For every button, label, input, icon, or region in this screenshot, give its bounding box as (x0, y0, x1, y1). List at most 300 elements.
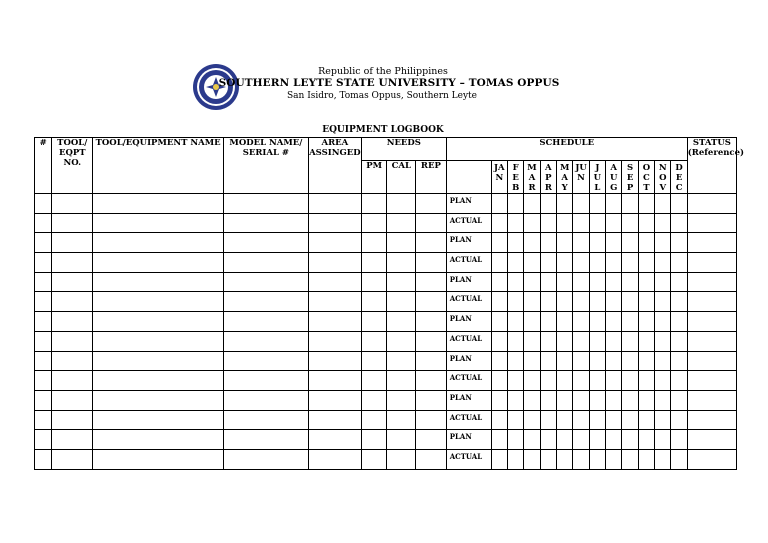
log-cell[interactable] (589, 351, 605, 371)
log-cell[interactable] (35, 312, 52, 332)
log-cell[interactable] (416, 371, 447, 391)
log-cell[interactable] (524, 430, 540, 450)
log-cell[interactable] (387, 213, 416, 233)
log-cell[interactable] (508, 331, 524, 351)
log-cell[interactable] (387, 253, 416, 273)
log-cell[interactable] (540, 194, 556, 214)
log-cell[interactable] (687, 371, 736, 391)
log-cell[interactable] (589, 430, 605, 450)
log-cell[interactable] (671, 430, 687, 450)
log-cell[interactable] (606, 194, 622, 214)
log-cell[interactable] (589, 272, 605, 292)
log-cell[interactable] (508, 272, 524, 292)
log-cell[interactable] (387, 430, 416, 450)
log-cell[interactable] (35, 194, 52, 214)
log-cell[interactable] (540, 312, 556, 332)
log-cell[interactable] (540, 430, 556, 450)
log-cell[interactable] (573, 272, 589, 292)
log-cell[interactable] (606, 272, 622, 292)
log-cell[interactable] (573, 213, 589, 233)
log-cell[interactable] (573, 253, 589, 273)
log-cell[interactable] (93, 194, 224, 214)
log-cell[interactable] (557, 430, 573, 450)
log-cell[interactable] (387, 272, 416, 292)
log-cell[interactable] (416, 272, 447, 292)
log-cell[interactable] (524, 390, 540, 410)
log-cell[interactable] (224, 312, 309, 332)
log-cell[interactable] (224, 292, 309, 312)
log-cell[interactable] (524, 292, 540, 312)
log-cell[interactable] (387, 233, 416, 253)
log-cell[interactable] (557, 390, 573, 410)
log-cell[interactable] (671, 253, 687, 273)
log-cell[interactable] (687, 253, 736, 273)
log-cell[interactable] (573, 430, 589, 450)
log-cell[interactable] (671, 233, 687, 253)
log-cell[interactable] (606, 331, 622, 351)
log-cell[interactable] (622, 312, 638, 332)
log-cell[interactable] (308, 410, 361, 430)
log-cell[interactable] (687, 312, 736, 332)
plan-actual-label: PLAN (446, 430, 491, 450)
log-cell[interactable] (52, 449, 93, 469)
log-cell[interactable] (508, 351, 524, 371)
log-cell[interactable] (508, 213, 524, 233)
log-cell[interactable] (606, 233, 622, 253)
log-cell[interactable] (491, 410, 507, 430)
needs-pm-header: PM (361, 161, 387, 194)
log-cell[interactable] (224, 430, 309, 450)
log-cell[interactable] (606, 213, 622, 233)
log-cell[interactable] (93, 233, 224, 253)
log-cell[interactable] (416, 390, 447, 410)
log-cell[interactable] (35, 430, 52, 450)
log-cell[interactable] (524, 351, 540, 371)
log-cell[interactable] (655, 430, 671, 450)
log-cell[interactable] (361, 351, 387, 371)
log-cell[interactable] (416, 213, 447, 233)
log-cell[interactable] (589, 213, 605, 233)
log-cell[interactable] (52, 272, 93, 292)
log-cell[interactable] (687, 233, 736, 253)
log-cell[interactable] (606, 351, 622, 371)
log-cell[interactable] (508, 390, 524, 410)
log-cell[interactable] (638, 430, 654, 450)
log-cell[interactable] (416, 331, 447, 351)
log-cell[interactable] (589, 371, 605, 391)
log-cell[interactable] (622, 351, 638, 371)
log-cell[interactable] (35, 331, 52, 351)
log-cell[interactable] (687, 194, 736, 214)
log-cell[interactable] (93, 351, 224, 371)
log-cell[interactable] (361, 449, 387, 469)
log-cell[interactable] (622, 331, 638, 351)
log-cell[interactable] (671, 213, 687, 233)
log-cell[interactable] (557, 449, 573, 469)
log-cell[interactable] (35, 390, 52, 410)
log-cell[interactable] (491, 312, 507, 332)
log-cell[interactable] (638, 233, 654, 253)
log-cell[interactable] (589, 312, 605, 332)
log-cell[interactable] (622, 430, 638, 450)
log-cell[interactable] (224, 233, 309, 253)
log-cell[interactable] (93, 312, 224, 332)
log-cell[interactable] (361, 331, 387, 351)
log-cell[interactable] (573, 194, 589, 214)
log-cell[interactable] (687, 292, 736, 312)
log-cell[interactable] (361, 253, 387, 273)
log-cell[interactable] (524, 449, 540, 469)
log-cell[interactable] (508, 430, 524, 450)
log-cell[interactable] (508, 253, 524, 273)
log-cell[interactable] (573, 410, 589, 430)
log-cell[interactable] (622, 213, 638, 233)
log-cell[interactable] (540, 449, 556, 469)
log-cell[interactable] (52, 410, 93, 430)
log-cell[interactable] (491, 371, 507, 391)
log-cell[interactable] (655, 272, 671, 292)
log-cell[interactable] (387, 390, 416, 410)
log-cell[interactable] (622, 233, 638, 253)
log-cell[interactable] (687, 213, 736, 233)
page-title: EQUIPMENT LOGBOOK (322, 125, 444, 135)
log-cell[interactable] (638, 292, 654, 312)
log-cell[interactable] (573, 390, 589, 410)
log-cell[interactable] (638, 272, 654, 292)
log-cell[interactable] (35, 371, 52, 391)
log-cell[interactable] (606, 410, 622, 430)
log-cell[interactable] (387, 331, 416, 351)
log-cell[interactable] (638, 390, 654, 410)
log-cell[interactable] (540, 371, 556, 391)
log-cell[interactable] (540, 213, 556, 233)
log-cell[interactable] (540, 410, 556, 430)
log-cell[interactable] (224, 331, 309, 351)
log-cell[interactable] (508, 371, 524, 391)
log-cell[interactable] (589, 449, 605, 469)
log-cell[interactable] (52, 351, 93, 371)
log-cell[interactable] (508, 292, 524, 312)
log-cell[interactable] (606, 253, 622, 273)
log-cell[interactable] (361, 312, 387, 332)
log-cell[interactable] (308, 292, 361, 312)
log-cell[interactable] (589, 233, 605, 253)
log-cell[interactable] (671, 292, 687, 312)
log-cell[interactable] (671, 371, 687, 391)
log-cell[interactable] (524, 253, 540, 273)
log-cell[interactable] (638, 449, 654, 469)
log-cell[interactable] (540, 390, 556, 410)
log-cell[interactable] (557, 292, 573, 312)
log-cell[interactable] (606, 430, 622, 450)
log-cell[interactable] (589, 410, 605, 430)
log-cell[interactable] (308, 213, 361, 233)
log-cell[interactable] (416, 449, 447, 469)
log-cell[interactable] (361, 430, 387, 450)
log-cell[interactable] (557, 194, 573, 214)
log-cell[interactable] (361, 233, 387, 253)
log-cell[interactable] (387, 371, 416, 391)
log-cell[interactable] (606, 312, 622, 332)
log-cell[interactable] (93, 449, 224, 469)
log-cell[interactable] (52, 292, 93, 312)
log-cell[interactable] (638, 371, 654, 391)
log-cell[interactable] (573, 292, 589, 312)
log-cell[interactable] (524, 331, 540, 351)
log-cell[interactable] (416, 430, 447, 450)
log-cell[interactable] (93, 253, 224, 273)
log-cell[interactable] (224, 371, 309, 391)
log-cell[interactable] (655, 312, 671, 332)
log-cell[interactable] (224, 449, 309, 469)
log-cell[interactable] (52, 233, 93, 253)
log-cell[interactable] (35, 292, 52, 312)
log-cell[interactable] (655, 371, 671, 391)
log-cell[interactable] (93, 292, 224, 312)
log-cell[interactable] (606, 292, 622, 312)
log-cell[interactable] (655, 233, 671, 253)
log-cell[interactable] (361, 292, 387, 312)
log-cell[interactable] (671, 312, 687, 332)
log-cell[interactable] (93, 371, 224, 391)
log-cell[interactable] (540, 331, 556, 351)
log-cell[interactable] (557, 253, 573, 273)
log-cell[interactable] (671, 331, 687, 351)
log-cell[interactable] (557, 272, 573, 292)
log-cell[interactable] (361, 410, 387, 430)
log-cell[interactable] (387, 312, 416, 332)
log-cell[interactable] (557, 371, 573, 391)
log-cell[interactable] (308, 430, 361, 450)
log-cell[interactable] (35, 449, 52, 469)
log-cell[interactable] (416, 292, 447, 312)
log-cell[interactable] (557, 331, 573, 351)
log-cell[interactable] (655, 292, 671, 312)
log-cell[interactable] (524, 371, 540, 391)
log-cell[interactable] (93, 331, 224, 351)
log-cell[interactable] (687, 430, 736, 450)
log-cell[interactable] (387, 410, 416, 430)
log-cell[interactable] (224, 351, 309, 371)
log-cell[interactable] (508, 449, 524, 469)
log-cell[interactable] (638, 331, 654, 351)
log-cell[interactable] (416, 253, 447, 273)
log-cell[interactable] (416, 233, 447, 253)
log-cell[interactable] (573, 449, 589, 469)
log-cell[interactable] (655, 194, 671, 214)
log-cell[interactable] (589, 194, 605, 214)
log-cell[interactable] (491, 449, 507, 469)
log-cell[interactable] (508, 410, 524, 430)
log-cell[interactable] (361, 272, 387, 292)
log-cell[interactable] (387, 292, 416, 312)
log-cell[interactable] (573, 371, 589, 391)
log-cell[interactable] (622, 410, 638, 430)
log-cell[interactable] (308, 233, 361, 253)
log-cell[interactable] (687, 449, 736, 469)
log-cell[interactable] (508, 194, 524, 214)
log-cell[interactable] (573, 331, 589, 351)
log-cell[interactable] (308, 449, 361, 469)
log-cell[interactable] (224, 213, 309, 233)
table-row (35, 213, 737, 233)
log-cell[interactable] (308, 371, 361, 391)
log-cell[interactable] (416, 194, 447, 214)
log-cell[interactable] (655, 331, 671, 351)
log-cell[interactable] (622, 292, 638, 312)
log-cell[interactable] (93, 410, 224, 430)
log-cell[interactable] (308, 272, 361, 292)
log-cell[interactable] (557, 312, 573, 332)
log-cell[interactable] (52, 213, 93, 233)
log-cell[interactable] (52, 331, 93, 351)
log-cell[interactable] (52, 194, 93, 214)
log-cell[interactable] (671, 351, 687, 371)
log-cell[interactable] (93, 272, 224, 292)
log-cell[interactable] (308, 390, 361, 410)
log-cell[interactable] (52, 253, 93, 273)
log-cell[interactable] (35, 233, 52, 253)
log-cell[interactable] (387, 194, 416, 214)
log-cell[interactable] (671, 390, 687, 410)
log-cell[interactable] (491, 253, 507, 273)
log-cell[interactable] (524, 312, 540, 332)
log-cell[interactable] (606, 390, 622, 410)
log-cell[interactable] (687, 410, 736, 430)
log-cell[interactable] (622, 390, 638, 410)
log-cell[interactable] (416, 410, 447, 430)
log-cell[interactable] (573, 312, 589, 332)
log-cell[interactable] (224, 194, 309, 214)
log-cell[interactable] (491, 390, 507, 410)
log-cell[interactable] (573, 233, 589, 253)
log-cell[interactable] (557, 410, 573, 430)
log-cell[interactable] (687, 390, 736, 410)
log-cell[interactable] (622, 253, 638, 273)
log-cell[interactable] (308, 194, 361, 214)
log-cell[interactable] (508, 312, 524, 332)
log-cell[interactable] (35, 213, 52, 233)
log-cell[interactable] (224, 390, 309, 410)
log-cell[interactable] (308, 253, 361, 273)
log-cell[interactable] (491, 351, 507, 371)
log-cell[interactable] (540, 233, 556, 253)
log-cell[interactable] (224, 272, 309, 292)
log-cell[interactable] (524, 213, 540, 233)
log-cell[interactable] (557, 351, 573, 371)
log-cell[interactable] (638, 253, 654, 273)
log-cell[interactable] (671, 410, 687, 430)
log-cell[interactable] (671, 194, 687, 214)
log-cell[interactable] (491, 331, 507, 351)
log-cell[interactable] (308, 312, 361, 332)
log-cell[interactable] (387, 351, 416, 371)
log-cell[interactable] (508, 233, 524, 253)
log-cell[interactable] (387, 449, 416, 469)
plan-actual-label: ACTUAL (446, 292, 491, 312)
log-cell[interactable] (573, 351, 589, 371)
log-cell[interactable] (589, 253, 605, 273)
log-cell[interactable] (622, 194, 638, 214)
log-cell[interactable] (638, 410, 654, 430)
log-cell[interactable] (557, 213, 573, 233)
log-cell[interactable] (361, 194, 387, 214)
log-cell[interactable] (671, 449, 687, 469)
log-cell[interactable] (557, 233, 573, 253)
log-cell[interactable] (622, 371, 638, 391)
log-cell[interactable] (655, 351, 671, 371)
log-cell[interactable] (524, 233, 540, 253)
log-cell[interactable] (93, 430, 224, 450)
log-cell[interactable] (35, 410, 52, 430)
log-cell[interactable] (416, 312, 447, 332)
log-cell[interactable] (655, 410, 671, 430)
log-cell[interactable] (540, 351, 556, 371)
log-cell[interactable] (491, 194, 507, 214)
log-cell[interactable] (52, 312, 93, 332)
log-cell[interactable] (589, 292, 605, 312)
log-cell[interactable] (524, 410, 540, 430)
log-cell[interactable] (622, 272, 638, 292)
col-area-header: AREA ASSINGED (308, 138, 361, 194)
log-cell[interactable] (35, 351, 52, 371)
log-cell[interactable] (687, 351, 736, 371)
log-cell[interactable] (361, 390, 387, 410)
log-cell[interactable] (638, 312, 654, 332)
log-cell[interactable] (524, 272, 540, 292)
log-cell[interactable] (416, 351, 447, 371)
log-cell[interactable] (491, 233, 507, 253)
log-cell[interactable] (671, 272, 687, 292)
log-cell[interactable] (589, 390, 605, 410)
log-cell[interactable] (687, 331, 736, 351)
log-cell[interactable] (491, 292, 507, 312)
log-cell[interactable] (224, 410, 309, 430)
log-cell[interactable] (606, 449, 622, 469)
log-cell[interactable] (622, 449, 638, 469)
log-cell[interactable] (655, 390, 671, 410)
log-cell[interactable] (93, 213, 224, 233)
log-cell[interactable] (638, 213, 654, 233)
log-cell[interactable] (606, 371, 622, 391)
log-cell[interactable] (35, 253, 52, 273)
log-cell[interactable] (491, 430, 507, 450)
log-cell[interactable] (638, 194, 654, 214)
log-cell[interactable] (655, 253, 671, 273)
log-cell[interactable] (224, 253, 309, 273)
log-cell[interactable] (35, 272, 52, 292)
log-cell[interactable] (491, 272, 507, 292)
log-cell[interactable] (655, 449, 671, 469)
log-cell[interactable] (540, 292, 556, 312)
log-cell[interactable] (52, 430, 93, 450)
log-cell[interactable] (687, 272, 736, 292)
log-cell[interactable] (524, 194, 540, 214)
log-cell[interactable] (308, 331, 361, 351)
log-cell[interactable] (52, 390, 93, 410)
log-cell[interactable] (308, 351, 361, 371)
log-cell[interactable] (540, 253, 556, 273)
log-cell[interactable] (361, 371, 387, 391)
log-cell[interactable] (52, 371, 93, 391)
log-cell[interactable] (655, 213, 671, 233)
log-cell[interactable] (638, 351, 654, 371)
log-cell[interactable] (93, 390, 224, 410)
log-cell[interactable] (361, 213, 387, 233)
log-cell[interactable] (589, 331, 605, 351)
log-cell[interactable] (540, 272, 556, 292)
log-cell[interactable] (491, 213, 507, 233)
